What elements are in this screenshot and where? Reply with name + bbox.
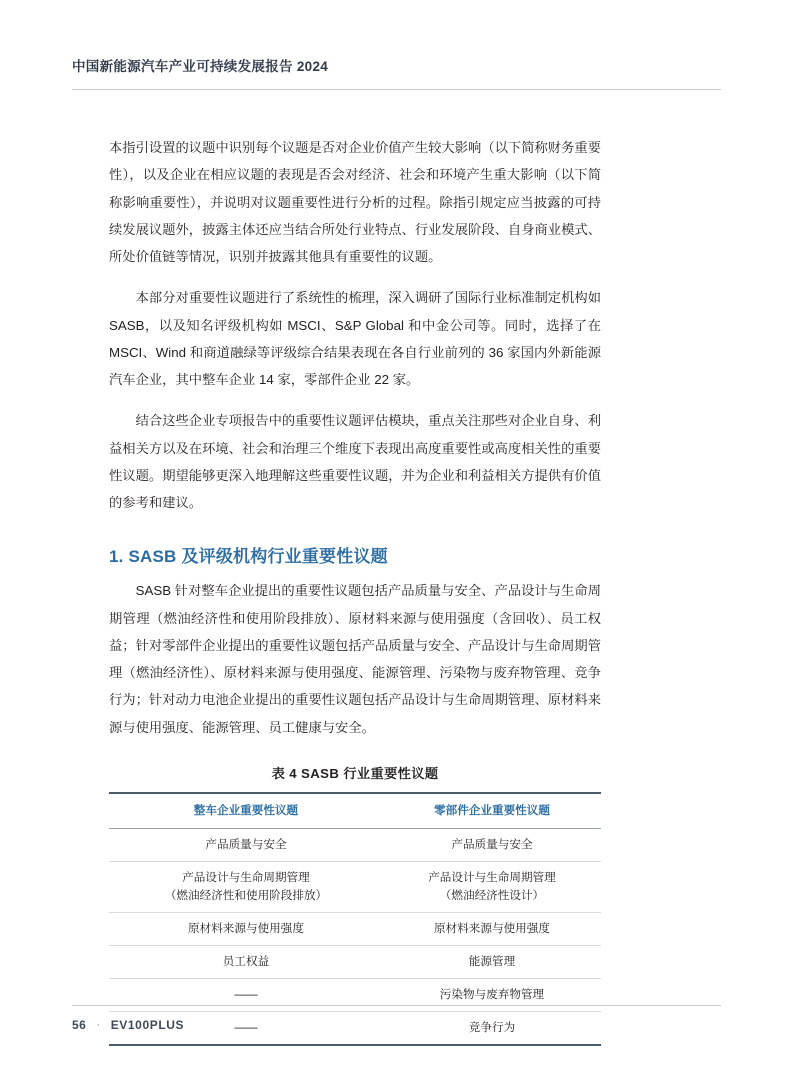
table-head	[109, 793, 601, 828]
column-header-vehicle: 整车企业重要性议题	[109, 793, 383, 828]
section-paragraph: SASB 针对整车企业提出的重要性议题包括产品质量与安全、产品设计与生命周期管理（燃油经济性和使用阶段排放）、原材料来源与使用强度（含回收）、员工权益；针对零部件企业提出的重要性议题包括产品质量与安全、产品设计与生命周期管理（燃油经济性）、原材料来源与使用强度、能源管理、污染物与废弃物管理、竞争行为；针对动力电池企业提出的重要性议题包括产品设计与生命周期管理、原材料来源与使用强度、能源管理、员工健康与安全。	[109, 583, 601, 735]
cell-line-2: （燃油经济性和使用阶段排放）	[164, 888, 328, 902]
footer-divider	[72, 1005, 721, 1006]
cell-parts-4: 能源管理	[383, 945, 601, 978]
cell-vehicle-6: ——	[109, 1011, 383, 1044]
cell-vehicle-5: ——	[109, 978, 383, 1011]
cell-parts-5: 污染物与废弃物管理	[383, 978, 601, 1011]
cell-vehicle-3: 原材料来源与使用强度	[109, 912, 383, 945]
cell-vehicle-2	[109, 861, 383, 912]
paragraph-1: 本指引设置的议题中识别每个议题是否对企业价值产生较大影响（以下简称财务重要性），以及企业在相应议题的表现是否会对经济、社会和环境产生重大影响（以下简称影响重要性），并说明对议题重要性进行分析的过程。除指引规定应当披露的可持续发展议题外，披露主体还应当结合所处行业特点、行业发展阶段、自身商业模式、所处价值链等情况，识别并披露其他具有重要性的议题。	[109, 140, 601, 264]
paragraph-2: 本部分对重要性议题进行了系统性的梳理，深入调研了国际行业标准制定机构如 SASB，以及知名评级机构如 MSCI、S&P Global 和中金公司等。同时，选择了在 MSCI、Wind 和商道融绿等评级综合结果表现在各自行业前列的 36 家国内外新能源汽车企业，其中整车企业 14 家，零部件企业 22 家。	[109, 290, 601, 387]
cell-line-1: 产品设计与生命周期管理	[428, 870, 556, 884]
table-header-row	[109, 793, 601, 828]
footer-brand: EV100PLUS	[110, 1018, 185, 1032]
cell-vehicle-1	[109, 828, 383, 861]
cell-line-1: 产品设计与生命周期管理	[182, 870, 310, 884]
cell-parts-1	[383, 828, 601, 861]
table-row	[109, 861, 601, 912]
table-row	[109, 828, 601, 861]
cell-parts-6: 竞争行为	[383, 1011, 601, 1044]
cell-line-2: （燃油经济性设计）	[439, 888, 545, 902]
cell-line-1: 产品质量与安全	[205, 837, 287, 851]
report-title: 中国新能源汽车产业可持续发展报告 2024	[72, 59, 329, 74]
page-content	[109, 134, 601, 1046]
cell-parts-2	[383, 861, 601, 912]
cell-parts-3: 原材料来源与使用强度	[383, 912, 601, 945]
column-header-parts: 零部件企业重要性议题	[383, 793, 601, 828]
footer-separator: ·	[96, 1019, 101, 1031]
table-row	[109, 945, 601, 978]
page-header	[72, 58, 721, 90]
page-number: 56	[72, 1018, 87, 1032]
cell-vehicle-4: 员工权益	[109, 945, 383, 978]
section-heading: 1. SASB 及评级机构行业重要性议题	[109, 547, 388, 567]
table-row	[109, 912, 601, 945]
cell-line-1: 产品质量与安全	[451, 837, 533, 851]
page-footer	[72, 1005, 721, 1032]
footer-line	[72, 1018, 721, 1032]
table-caption: 表 4 SASB 行业重要性议题	[271, 765, 439, 781]
paragraph-3: 结合这些企业专项报告中的重要性议题评估模块，重点关注那些对企业自身、利益相关方以及在环境、社会和治理三个维度下表现出高度重要性或高度相关性的重要性议题。期望能够更深入地理解这些重要性议题，并为企业和利益相关方提供有价值的参考和建议。	[109, 413, 601, 510]
header-divider	[72, 89, 721, 90]
